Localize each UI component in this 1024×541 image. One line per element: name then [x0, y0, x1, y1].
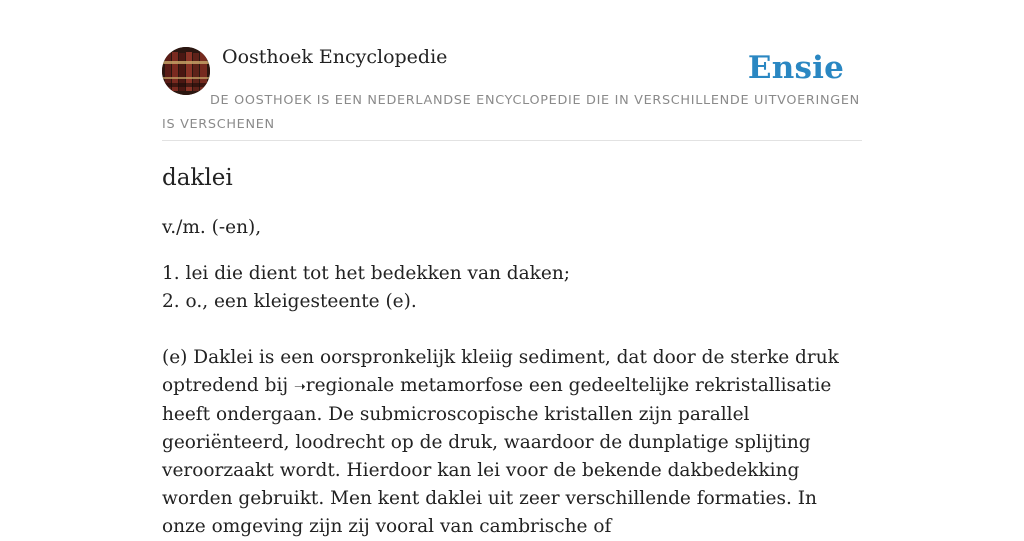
definition-item: 2. o., een kleigesteente (e). [162, 291, 417, 312]
site-name[interactable]: Oosthoek Encyclopedie [222, 46, 448, 68]
cross-reference-label: regionale metamorfose [305, 375, 524, 396]
encyclopedia-logo-icon[interactable] [162, 47, 210, 95]
grammar-info: v./m. (-en), [162, 217, 262, 238]
entry-body [162, 344, 862, 541]
site-header [162, 0, 862, 141]
cross-reference-link[interactable] [294, 375, 523, 396]
ensie-brand-link[interactable]: Ensie [747, 50, 844, 86]
arrow-icon: ➝ [294, 379, 306, 395]
article [162, 162, 862, 541]
site-tagline: DE OOSTHOEK IS EEN NEDERLANDSE ENCYCLOPEDIE DIE IN VERSCHILLENDE UITVOERINGEN IS VERSCHENEN [162, 93, 860, 132]
page-container [162, 0, 862, 537]
body-text-end: een gedeeltelijke rekristallisatie heeft ondergaan. De submicroscopische kristallen zijn parallel georiënteerd, loodrecht op de druk, waardoor de dunplatige splijting veroorzaakt wordt. Hierdoor kan lei voor de bekende dakbedekking worden gebruikt. Men kent daklei uit zeer verschillende formaties. In onze omgeving zijn zij vooral van cambrische of [162, 375, 832, 537]
body-text-start: (e) Daklei is een oorspronkelijk kleiig sediment, dat door de sterke druk optredend bij [162, 347, 839, 396]
definition-item: 1. lei die dient tot het bedekken van daken; [162, 263, 570, 284]
definition-list [162, 260, 862, 316]
entry-title: daklei [162, 165, 233, 191]
